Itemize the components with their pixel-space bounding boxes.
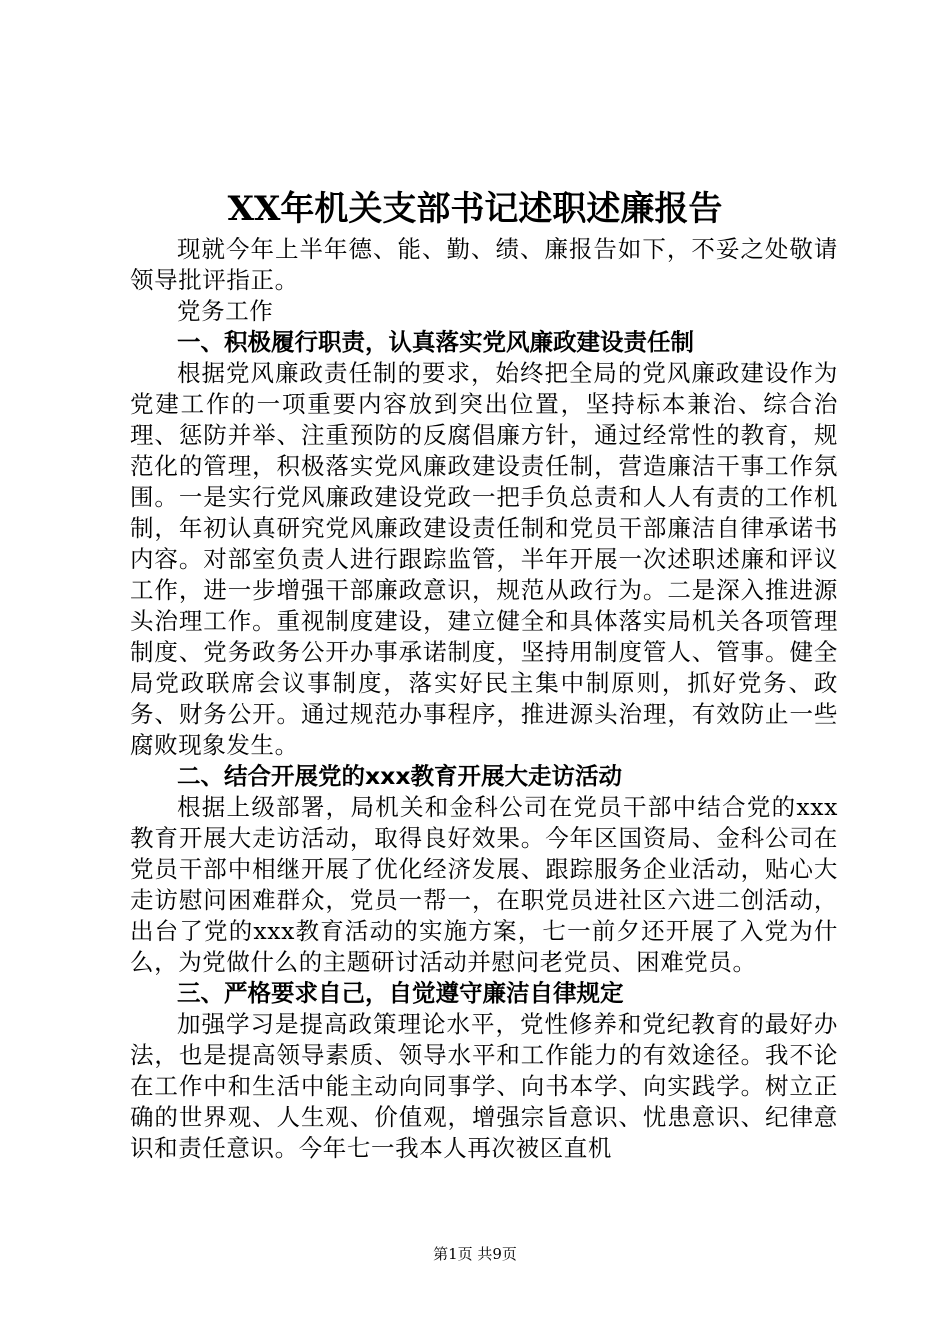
document-body	[130, 234, 838, 1164]
page-footer: 第1页 共9页	[433, 1245, 517, 1263]
section-heading-2: 二、结合开展党的xxx教育开展大走访活动	[177, 762, 622, 790]
section-heading-3: 三、严格要求自己，自觉遵守廉洁自律规定	[177, 979, 624, 1007]
section-label: 党务工作	[177, 297, 274, 325]
section-paragraph-1: 根据党风廉政责任制的要求，始终把全局的党风廉政建设作为党建工作的一项重要内容放到突出位置，坚持标本兼治、综合治理、惩防并举、注重预防的反腐倡廉方针，通过经常性的教育，规范化的管理，积极落实党风廉政建设责任制，营造廉洁干事工作氛围。一是实行党风廉政建设党政一把手负总责和人人有责的工作机制，年初认真研究党风廉政建设责任制和党员干部廉洁自律承诺书内容。对部室负责人进行跟踪监管，半年开展一次述职述廉和评议工作，进一步增强干部廉政意识，规范从政行为。二是深入推进源头治理工作。重视制度建设，建立健全和具体落实局机关各项管理制度、党务政务公开办事承诺制度，坚持用制度管人、管事。健全局党政联席会议事制度，落实好民主集中制原则，抓好党务、政务、财务公开。通过规范办事程序，推进源头治理，有效防止一些腐败现象发生。	[130, 359, 838, 759]
section-paragraph-2: 根据上级部署，局机关和金科公司在党员干部中结合党的xxx教育开展大走访活动，取得良好效果。今年区国资局、金科公司在党员干部中相继开展了优化经济发展、跟踪服务企业活动，贴心大走访慰问困难群众，党员一帮一，在职党员进社区六进二创活动，出台了党的xxx教育活动的实施方案，七一前夕还开展了入党为什么，为党做什么的主题研讨活动并慰问老党员、困难党员。	[130, 793, 838, 976]
section-heading-1: 一、积极履行职责，认真落实党风廉政建设责任制	[177, 328, 694, 356]
intro-paragraph: 现就今年上半年德、能、勤、绩、廉报告如下，不妥之处敬请领导批评指正。	[130, 235, 838, 294]
section-paragraph-3: 加强学习是提高政策理论水平，党性修养和党纪教育的最好办法，也是提高领导素质、领导水平和工作能力的有效途径。我不论在工作中和生活中能主动向同事学、向书本学、向实践学。树立正确的世界观、人生观、价值观，增强宗旨意识、忧患意识、纪律意识和责任意识。今年七一我本人再次被区直机	[130, 1010, 838, 1162]
document-title: XX年机关支部书记述职述廉报告	[227, 189, 723, 229]
